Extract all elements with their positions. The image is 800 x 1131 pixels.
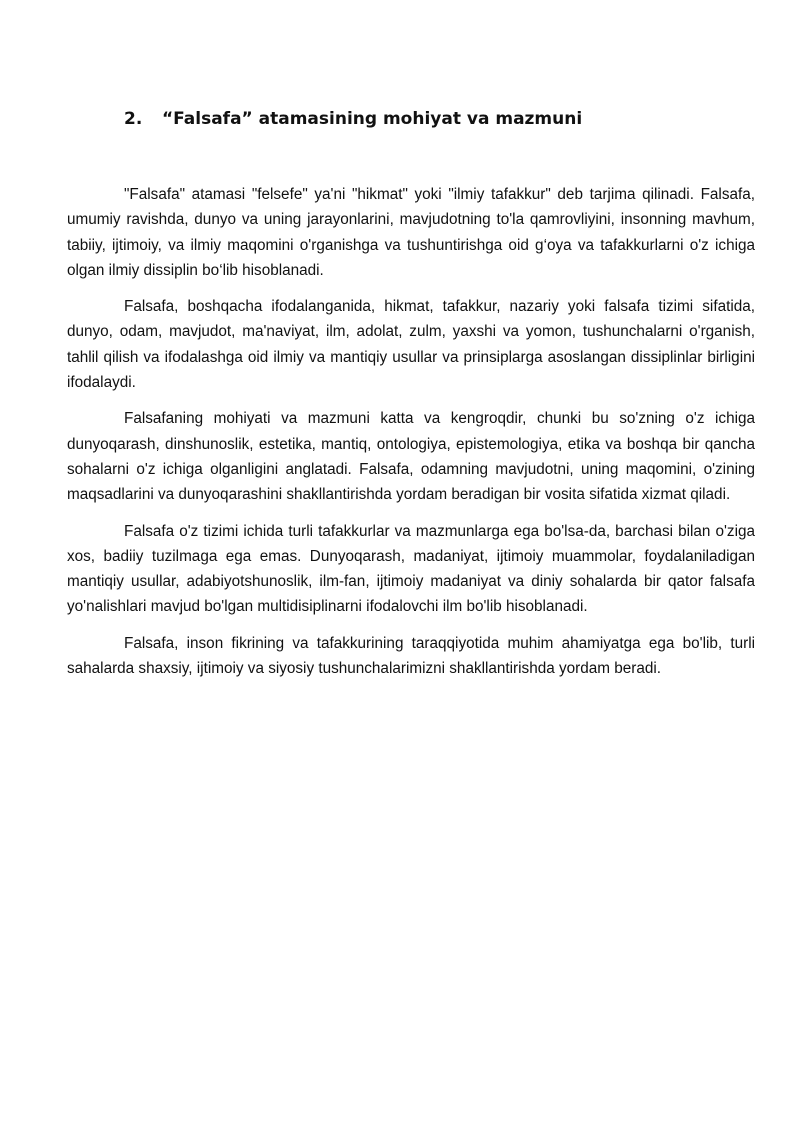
paragraph-5: Falsafa, inson fikrining va tafakkurining taraqqiyotida muhim ahamiyatga ega bo'lib, turli sahalarda shaxsiy, ijtimoiy va siyosiy tushunchalarimizni shakllantirishda yordam beradi. <box>67 634 755 678</box>
paragraph-3: Falsafaning mohiyati va mazmuni katta va kengroqdir, chunki bu so'zning o'z ichiga dunyoqarash, dinshunoslik, estetika, mantiq, ontologiya, epistemologiya, etika va boshqa bir qancha sohalarni o'z ichiga olganligini anglatadi. Falsafa, odamning mavjudotni, uning maqomini, o'zining maqsadlarini va dunyoqarashini shakllantirishda yordam beradigan bir vosita sifatida xizmat qiladi. <box>67 410 755 504</box>
section-heading <box>124 107 764 131</box>
paragraph-4: Falsafa o'z tizimi ichida turli tafakkurlar va mazmunlarga ega bo'lsa-da, barchasi bilan o'ziga xos, badiiy tuzilmaga ega emas. Dunyoqarash, madaniyat, ijtimoiy muammolar, foydalaniladigan mantiqiy usullar, adabiyotshunoslik, ilm-fan, ijtimoiy madaniyat va diniy sohalarda bir qator falsafa yo'nalishlari mavjud bo'lgan multidisiplinarni ifodalovchi ilm bo'lib hisoblanadi. <box>67 522 755 616</box>
body-text <box>67 182 755 692</box>
section-number: 2. <box>124 109 143 129</box>
paragraph-2: Falsafa, boshqacha ifodalanganida, hikmat, tafakkur, nazariy yoki falsafa tizimi sifatida, dunyo, odam, mavjudot, ma'naviyat, ilm, adolat, zulm, yaxshi va yomon, tushunchalarni o'rganish, tahlil qilish va ifodalashga oid ilmiy va mantiqiy usullar va prinsiplarga asoslangan dissiplinlar birligini ifodalaydi. <box>67 298 755 392</box>
paragraph-1: "Falsafa" atamasi "felsefe" ya'ni "hikmat" yoki "ilmiy tafakkur" deb tarjima qilinadi. Falsafa, umumiy ravishda, dunyo va uning jarayonlarini, mavjudotning to'la qamrovliyini, insonning mavhum, tabiiy, ijtimoiy, va ilmiy maqomini o'rganishga va tushuntirishga oid g‘oya va tafakkurlarni o'z ichiga olgan ilmiy dissiplin bo‘lib hisoblanadi. <box>67 186 755 279</box>
section-title: “Falsafa” atamasining mohiyat va mazmuni <box>162 109 583 129</box>
